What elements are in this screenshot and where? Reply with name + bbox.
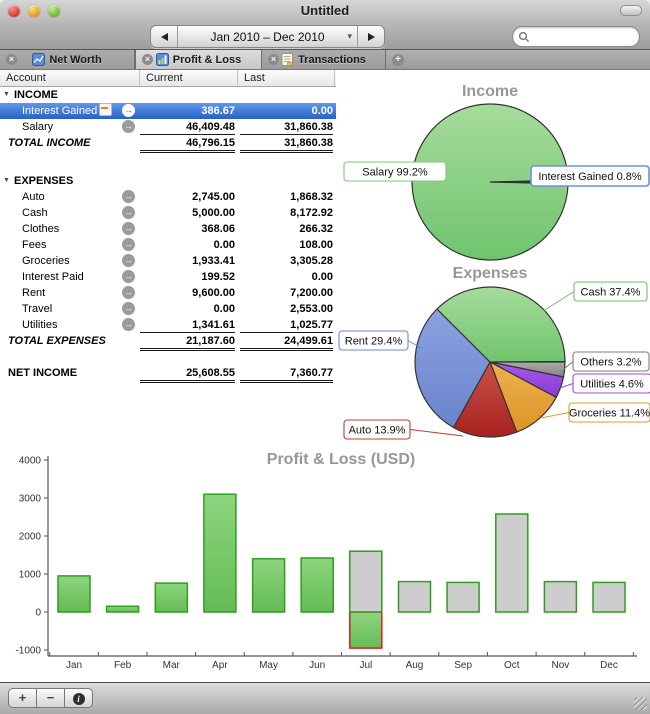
x-tick-label: Jan bbox=[65, 660, 83, 671]
cell-cur: 46,409.48 bbox=[140, 119, 235, 135]
svg-text:Auto 13.9%: Auto 13.9% bbox=[348, 424, 406, 437]
table-row-cash[interactable]: Cash → 5,000.00 8,172.92 bbox=[22, 207, 333, 219]
search-input[interactable] bbox=[530, 29, 639, 44]
bar-jan-realized[interactable] bbox=[58, 576, 90, 612]
cell-last: 2,553.00 bbox=[290, 303, 333, 315]
x-tick-label: Feb bbox=[114, 660, 132, 671]
cell-cur: 1,341.61 bbox=[140, 317, 235, 333]
y-tick-label: 1000 bbox=[18, 569, 41, 581]
x-tick-label: Oct bbox=[503, 660, 520, 671]
cell-cur: 368.06 bbox=[201, 223, 235, 235]
resize-grip[interactable] bbox=[634, 697, 647, 710]
detail-arrow-icon[interactable]: → bbox=[124, 191, 133, 201]
content-area bbox=[0, 70, 650, 682]
cell-cur: 199.52 bbox=[201, 271, 235, 283]
cell-cur: 0.00 bbox=[213, 303, 235, 315]
pie-title-income: Income bbox=[461, 83, 519, 100]
y-tick-label: 2000 bbox=[18, 531, 41, 543]
cell-cur: 2,745.00 bbox=[192, 191, 235, 203]
bar-jul-projected[interactable] bbox=[350, 551, 382, 612]
chevron-down-icon: ▾ bbox=[347, 31, 352, 41]
bar-feb-realized[interactable] bbox=[107, 606, 139, 612]
x-tick-label: May bbox=[259, 660, 279, 671]
account-actions bbox=[8, 688, 93, 708]
total-row-total-expenses: TOTAL EXPENSES 21,187.60 24,499.61 bbox=[0, 333, 336, 349]
x-tick-label: Jul bbox=[359, 660, 373, 671]
cell-last: 1,868.32 bbox=[290, 191, 333, 203]
detail-arrow-icon[interactable]: → bbox=[124, 105, 133, 115]
cell-last: 266.32 bbox=[299, 223, 333, 235]
column-header-current[interactable]: Current bbox=[140, 70, 238, 86]
prev-period-button[interactable] bbox=[151, 26, 178, 47]
search-field[interactable] bbox=[512, 26, 640, 47]
bar-apr-realized[interactable] bbox=[204, 494, 236, 612]
table-row-utilities[interactable]: Utilities → 1,341.61 1,025.77 bbox=[22, 319, 333, 331]
table-row-interest-gained[interactable]: Interest Gained → 386.67 0.00 bbox=[0, 103, 336, 119]
bottom-bar bbox=[0, 682, 650, 714]
table-row-fees[interactable]: Fees → 0.00 108.00 bbox=[22, 239, 333, 251]
detail-arrow-icon[interactable]: → bbox=[124, 303, 133, 313]
y-tick-label: 0 bbox=[35, 607, 41, 619]
detail-arrow-icon[interactable]: → bbox=[124, 319, 133, 329]
svg-text:Salary 99.2%: Salary 99.2% bbox=[362, 166, 428, 179]
cell-last: 7,360.77 bbox=[240, 365, 333, 383]
section-header-income[interactable]: ▼ INCOME bbox=[3, 89, 58, 101]
x-tick-label: Jun bbox=[309, 660, 326, 671]
info-button[interactable] bbox=[64, 688, 93, 708]
chevron-left-icon bbox=[161, 33, 168, 41]
add-account-button[interactable]: + bbox=[8, 688, 37, 708]
bar-sep-projected[interactable] bbox=[447, 582, 479, 612]
detail-arrow-icon[interactable]: → bbox=[124, 239, 133, 249]
detail-arrow-icon[interactable]: → bbox=[124, 223, 133, 233]
ledger-icon bbox=[281, 53, 294, 66]
x-tick-label: Apr bbox=[212, 660, 228, 671]
bar-chart-icon bbox=[156, 53, 169, 66]
close-tab-icon[interactable]: × bbox=[268, 54, 279, 65]
date-range-display[interactable] bbox=[178, 26, 357, 47]
svg-text:Others 3.2%: Others 3.2% bbox=[580, 356, 642, 369]
toolbar-toggle-button[interactable] bbox=[620, 5, 642, 16]
x-tick-label: Sep bbox=[454, 660, 473, 671]
cell-last: 0.00 bbox=[311, 105, 333, 117]
table-row-groceries[interactable]: Groceries → 1,933.41 3,305.28 bbox=[22, 255, 333, 267]
cell-last: 8,172.92 bbox=[290, 207, 333, 219]
detail-arrow-icon[interactable]: → bbox=[124, 255, 133, 265]
bar-chart-title: Profit & Loss (USD) bbox=[266, 451, 416, 468]
x-tick-label: Nov bbox=[551, 660, 570, 671]
table-row-travel[interactable]: Travel → 0.00 2,553.00 bbox=[22, 303, 333, 315]
close-tab-icon[interactable]: × bbox=[142, 54, 153, 65]
net-income-row: NET INCOME 25,608.55 7,360.77 bbox=[0, 365, 336, 381]
cell-last: 31,860.38 bbox=[240, 135, 333, 153]
column-header-account[interactable]: Account bbox=[0, 70, 140, 86]
search-icon bbox=[518, 31, 530, 43]
info-icon: i bbox=[73, 693, 85, 705]
window-chrome bbox=[0, 0, 650, 50]
cell-last: 7,200.00 bbox=[290, 287, 333, 299]
cell-last: 1,025.77 bbox=[240, 317, 333, 333]
window-title: Untitled bbox=[300, 3, 350, 18]
cell-last: 3,305.28 bbox=[290, 255, 333, 267]
svg-text:Utilities 4.6%: Utilities 4.6% bbox=[580, 378, 644, 391]
y-tick-label: 3000 bbox=[18, 493, 41, 505]
table-row-auto[interactable]: Auto → 2,745.00 1,868.32 bbox=[22, 191, 333, 203]
tab-profit-loss[interactable]: × Profit & Loss bbox=[135, 50, 262, 69]
svg-text:Cash 37.4%: Cash 37.4% bbox=[580, 286, 641, 299]
cell-cur: 21,187.60 bbox=[140, 333, 235, 351]
cell-last: 31,860.38 bbox=[240, 119, 333, 135]
cell-cur: 1,933.41 bbox=[192, 255, 235, 267]
disclosure-triangle-icon[interactable]: ▼ bbox=[3, 91, 10, 98]
detail-arrow-icon[interactable]: → bbox=[124, 121, 133, 131]
bar-aug-projected[interactable] bbox=[399, 582, 431, 612]
bar-dec-projected[interactable] bbox=[593, 582, 625, 612]
cell-cur: 5,000.00 bbox=[192, 207, 235, 219]
cell-cur: 25,608.55 bbox=[140, 365, 235, 383]
x-tick-label: Dec bbox=[600, 660, 618, 671]
tab-transactions[interactable]: × Transactions bbox=[262, 50, 386, 69]
bar-may-realized[interactable] bbox=[253, 559, 285, 612]
toolbar bbox=[0, 22, 650, 50]
bar-nov-projected[interactable] bbox=[544, 582, 576, 612]
next-period-button[interactable] bbox=[357, 26, 384, 47]
tab-bar bbox=[0, 50, 650, 70]
detail-arrow-icon[interactable]: → bbox=[124, 271, 133, 281]
cell-last: 24,499.61 bbox=[240, 333, 333, 351]
detail-arrow-icon[interactable]: → bbox=[124, 287, 133, 297]
section-header-expenses[interactable]: ▼ EXPENSES bbox=[3, 175, 74, 187]
detail-arrow-icon[interactable]: → bbox=[124, 207, 133, 217]
svg-text:Groceries 11.4%: Groceries 11.4% bbox=[568, 407, 650, 420]
cell-last: 108.00 bbox=[299, 239, 333, 251]
disclosure-triangle-icon[interactable]: ▼ bbox=[3, 177, 10, 184]
date-range-control bbox=[150, 25, 385, 48]
bar-jun-realized[interactable] bbox=[301, 558, 333, 612]
line-chart-icon bbox=[32, 53, 45, 66]
table-row-clothes[interactable]: Clothes → 368.06 266.32 bbox=[22, 223, 333, 235]
bar-mar-realized[interactable] bbox=[155, 583, 187, 612]
x-tick-label: Mar bbox=[162, 660, 180, 671]
cell-cur: 0.00 bbox=[213, 239, 235, 251]
bar-oct-projected[interactable] bbox=[496, 514, 528, 612]
cell-last: 0.00 bbox=[311, 271, 333, 283]
column-header-last[interactable]: Last bbox=[238, 70, 335, 86]
tab-net-worth[interactable]: × Net Worth bbox=[0, 50, 135, 69]
date-range-label: Jan 2010 – Dec 2010 bbox=[210, 29, 325, 44]
y-tick-label: 4000 bbox=[18, 455, 41, 467]
cell-cur: 386.67 bbox=[201, 105, 235, 117]
title-bar bbox=[0, 0, 650, 22]
cell-cur: 9,600.00 bbox=[192, 287, 235, 299]
y-tick-label: -1000 bbox=[15, 645, 41, 657]
table-row-interest-paid[interactable]: Interest Paid → 199.52 0.00 bbox=[22, 271, 333, 283]
svg-text:Interest Gained 0.8%: Interest Gained 0.8% bbox=[538, 171, 642, 183]
pie-title-expenses: Expenses bbox=[452, 265, 528, 282]
budget-badge-icon bbox=[99, 103, 112, 116]
x-tick-label: Aug bbox=[405, 660, 424, 671]
account-table bbox=[0, 70, 336, 381]
total-row-total-income: TOTAL INCOME 46,796.15 31,860.38 bbox=[0, 135, 336, 151]
add-tab-button[interactable]: + bbox=[392, 54, 404, 66]
close-tab-icon[interactable]: × bbox=[6, 54, 17, 65]
bar-jul-realized[interactable] bbox=[350, 612, 382, 648]
table-row-rent[interactable]: Rent → 9,600.00 7,200.00 bbox=[22, 287, 333, 299]
chevron-right-icon bbox=[368, 33, 375, 41]
table-row-salary[interactable]: Salary → 46,409.48 31,860.38 bbox=[22, 121, 333, 133]
remove-account-button[interactable]: − bbox=[36, 688, 65, 708]
cell-cur: 46,796.15 bbox=[140, 135, 235, 153]
svg-text:Rent 29.4%: Rent 29.4% bbox=[344, 335, 403, 348]
